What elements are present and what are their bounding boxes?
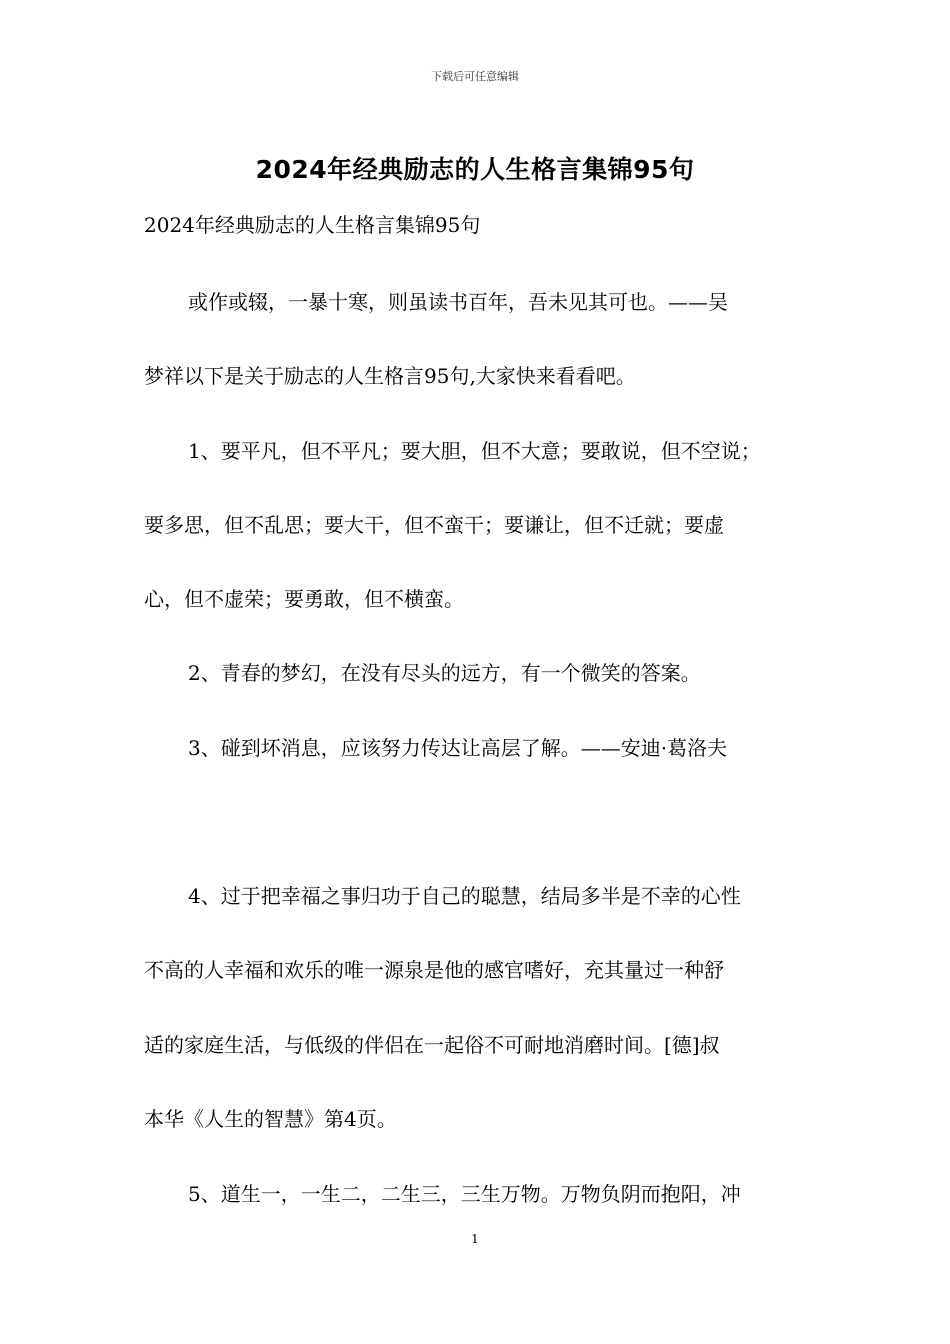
paragraph-line: 4、过于把幸福之事归功于自己的聪慧，结局多半是不幸的心性 [188,884,741,908]
paragraph-line: 2、青春的梦幻，在没有尽头的远方，有一个微笑的答案。 [188,661,701,685]
paragraph-line: 5、道生一，一生二，二生三，三生万物。万物负阴而抱阳，冲 [188,1182,741,1206]
document-title: 2024年经典励志的人生格言集锦95句 [255,155,695,184]
page-number: 1 [471,1232,479,1246]
paragraph-line: 3、碰到坏消息，应该努力传达让高层了解。——安迪·葛洛夫 [188,736,728,760]
paragraph-line: 1、要平凡，但不平凡；要大胆，但不大意；要敢说，但不空说； [188,439,761,463]
paragraph-line: 要多思，但不乱思；要大干，但不蛮干；要谦让，但不迁就；要虚 [144,513,724,537]
paragraph-line: 不高的人幸福和欢乐的唯一源泉是他的感官嗜好，充其量过一种舒 [144,958,724,982]
paragraph-line: 梦祥以下是关于励志的人生格言95句,大家快来看看吧。 [144,364,636,388]
document-subtitle: 2024年经典励志的人生格言集锦95句 [144,213,481,237]
paragraph-line: 本华《人生的智慧》第4页。 [144,1107,397,1131]
paragraph-line: 心，但不虚荣；要勇敢，但不横蛮。 [144,587,464,611]
header-note: 下载后可任意编辑 [431,70,519,83]
paragraph-line: 或作或辍，一暴十寒，则虽读书百年，吾未见其可也。——吴 [188,290,728,314]
paragraph-line: 适的家庭生活，与低级的伴侣在一起俗不可耐地消磨时间。[德]叔 [144,1033,720,1057]
